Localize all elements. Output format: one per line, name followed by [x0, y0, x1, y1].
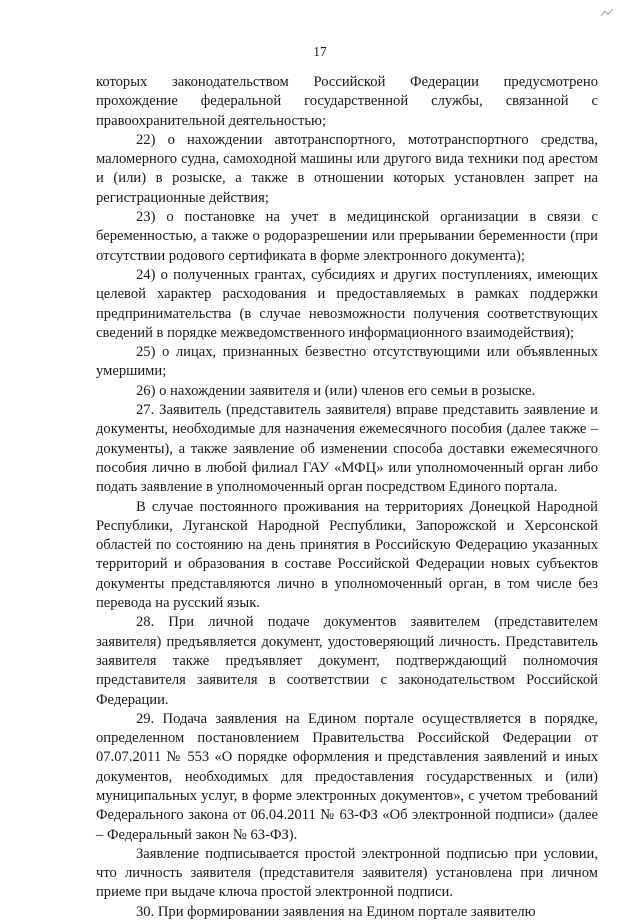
- paragraph-section-27: 27. Заявитель (представитель заявителя) вправе представить заявление и документы, необходимые для назначения ежемесячного пособия (далее также – документы), а также заявление об изменении способа доставки ежемесячного пособия лично в любой филиал ГАУ «МФЦ» или уполномоченный орган либо подать заявление в уполномоченный орган посредством Единого портала.: [96, 402, 598, 496]
- paragraph-item-22: 22) о нахождении автотранспортного, мототранспортного средства, маломерного судна, самоходной машины или другого вида техники под арестом и (или) в розыске, а также в отношении которых установлен запрет на регистрационные действия;: [96, 131, 598, 206]
- paragraph-section-29: 29. Подача заявления на Едином портале осуществляется в порядке, определенном постановлением Правительства Российской Федерации от 07.07.2011 № 553 «О порядке оформления и представления заявлений и иных документов, необходимых для предоставления государственных и (или) муниципальных услуг, в форме электронных документов», с учетом требований Федерального закона от 06.04.2011 № 63-ФЗ «Об электронной подписи» (далее – Федеральный закон № 63-ФЗ).: [96, 710, 598, 843]
- paragraph-section-28: 28. При личной подаче документов заявителем (представителем заявителя) предъявляется документ, удостоверяющий личность. Представитель заявителя также предъявляет документ, подтверждающий полномочия представителя заявителя в соответствии с законодательством Российской Федерации.: [96, 614, 598, 708]
- paragraph-section-29-signature: Заявление подписывается простой электронной подписью при условии, что личность заявителя (представителя заявителя) установлена при личном приеме при выдаче ключа простой электронной подписи.: [96, 845, 598, 901]
- scan-mark-icon: [600, 8, 614, 18]
- paragraph-item-23: 23) о постановке на учет в медицинской организации в связи с беременностью, а также о родоразрешении или прерывании беременности (при отсутствии родового сертификата в форме электронного документа);: [96, 209, 598, 264]
- paragraph-section-27-residence: В случае постоянного проживания на территориях Донецкой Народной Республики, Луганской Народной Республики, Запорожской и Херсонской областей по состоянию на день принятия в Российскую Федерацию указанных территорий и образования в составе Российской Федерации новых субъектов документы представляются лично в уполномоченный орган, в том числе без перевода на русский язык.: [96, 498, 598, 612]
- paragraph-item-24: 24) о полученных грантах, субсидиях и других поступлениях, имеющих целевой характер расходования и предоставляемых в рамках поддержки предпринимательства (в случае невозможности получения соответствующих сведений в порядке межведомственного информационного взаимодействия);: [96, 266, 598, 341]
- document-body: [96, 73, 598, 922]
- paragraph-section-30: 30. При формировании заявления на Едином портале заявителю: [136, 903, 536, 920]
- paragraph-item-25: 25) о лицах, признанных безвестно отсутствующими или объявленных умершими;: [96, 344, 598, 380]
- page-number: 17: [313, 44, 327, 59]
- paragraph-continuation: которых законодательством Российской Федерации предусмотрено прохождение федеральной государственной службы, связанной с правоохранительной деятельностью;: [96, 74, 598, 129]
- paragraph-item-26: 26) о нахождении заявителя и (или) членов его семьи в розыске.: [136, 382, 536, 399]
